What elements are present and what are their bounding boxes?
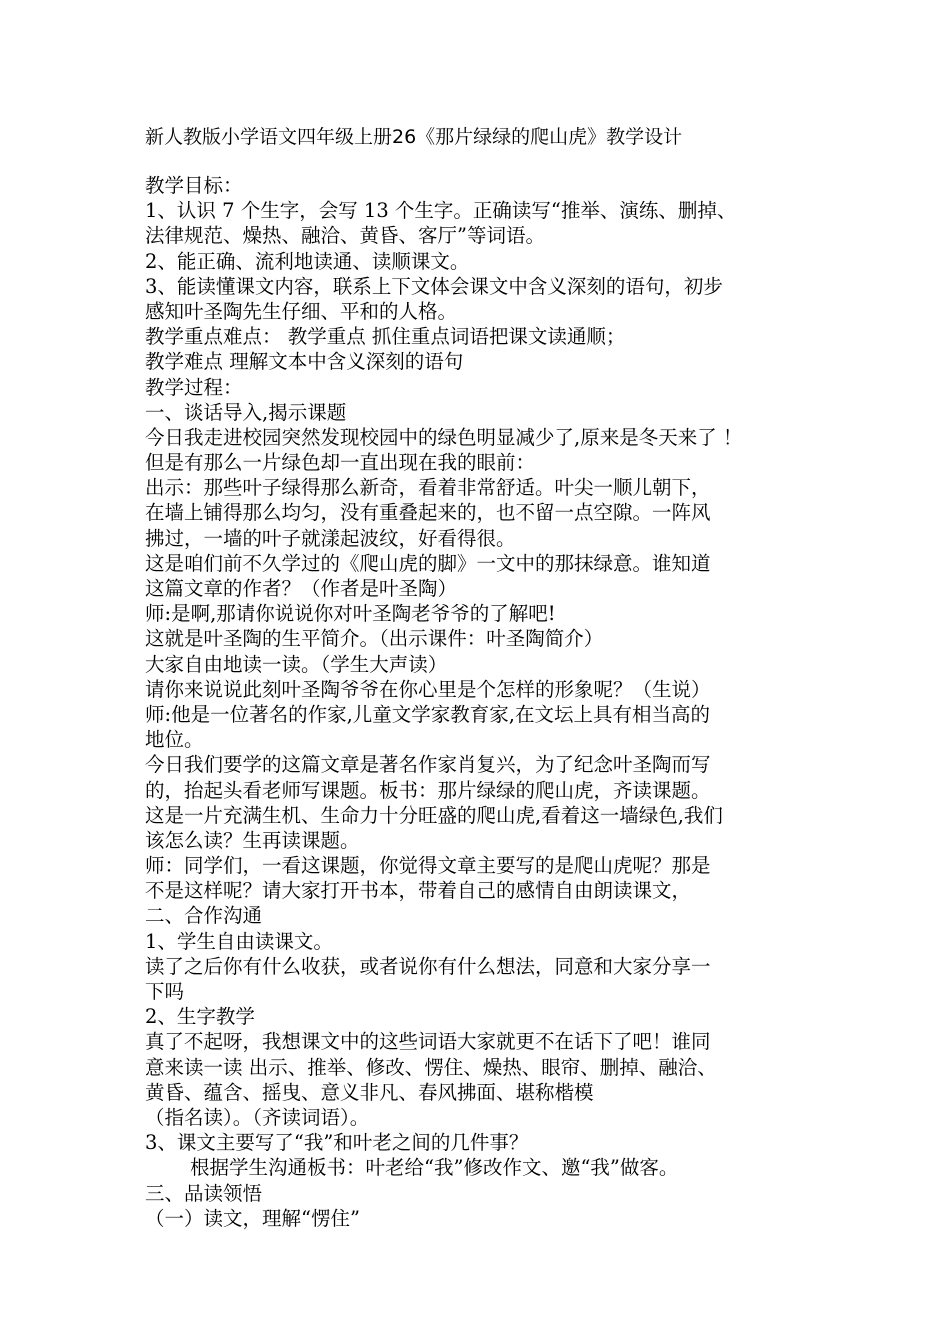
document-title: 新人教版小学语文四年级上册26《那片绿绿的爬山虎》教学设计	[145, 126, 683, 148]
text-line: 1、认识 7 个生字，会写 13 个生字。正确读写“推举、演练、删掉、	[145, 199, 737, 223]
text-line: 师:他是一位著名的作家,儿童文学家教育家,在文坛上具有相当高的	[145, 702, 710, 726]
text-line: 真了不起呀，我想课文中的这些词语大家就更不在话下了吧！谁同	[145, 1030, 711, 1054]
text-line: 3、课文主要写了“我”和叶老之间的几件事？	[145, 1131, 529, 1155]
text-line: 这篇文章的作者？（作者是叶圣陶）	[145, 577, 458, 600]
text-line: 这就是叶圣陶的生平简介。（出示课件：叶圣陶简介）	[145, 627, 604, 651]
text-line: 拂过，一墙的叶子就漾起波纹，好看得很。	[145, 526, 516, 550]
text-line: 教学难点 理解文本中含义深刻的语句	[145, 350, 464, 374]
text-line: 根据学生沟通板书：叶老给“我”修改作文、邀“我”做客。	[190, 1156, 679, 1180]
text-line: 教学目标：	[145, 174, 243, 197]
text-line: 出示：那些叶子绿得那么新奇，看着非常舒适。叶尖一顺儿朝下，	[145, 476, 711, 500]
text-line: （指名读）。（齐读词语）。	[145, 1105, 370, 1129]
text-line: 3、能读懂课文内容，联系上下文体会课文中含义深刻的语句，初步	[145, 274, 723, 298]
text-line: 读了之后你有什么收获，或者说你有什么想法，同意和大家分享一	[145, 954, 711, 978]
text-line: 该怎么读？生再读课题。	[145, 828, 360, 852]
text-line: 大家自由地读一读。（学生大声读）	[145, 652, 448, 676]
text-line: （一）读文，理解“愣住”	[145, 1206, 360, 1230]
text-line: 法律规范、燥热、融洽、黄昏、客厅”等词语。	[145, 224, 545, 248]
text-line: 请你来说说此刻叶圣陶爷爷在你心里是个怎样的形象呢？（生说）	[145, 677, 711, 701]
text-line: 但是有那么一片绿色却一直出现在我的眼前：	[145, 451, 536, 475]
text-line: 的，抬起头看老师写课题。板书：那片绿绿的爬山虎，齐读课题。	[145, 778, 711, 802]
text-line: 二、合作沟通	[145, 904, 263, 928]
text-line: 在墙上铺得那么均匀，没有重叠起来的，也不留一点空隙。一阵风	[145, 501, 711, 525]
text-line: 黄昏、蕴含、摇曳、意义非凡、春风拂面、堪称楷模	[145, 1080, 594, 1104]
text-line: 下吗	[145, 980, 185, 1003]
text-line: 三、品读领悟	[145, 1181, 263, 1205]
text-line: 2、生字教学	[145, 1005, 255, 1029]
text-line: 教学过程：	[145, 375, 243, 399]
text-line: 不是这样呢？请大家打开书本，带着自己的感情自由朗读课文，	[145, 879, 692, 903]
text-line: 师:是啊,那请你说说你对叶圣陶老爷爷的了解吧!	[145, 602, 556, 626]
text-line: 感知叶圣陶先生仔细、平和的人格。	[145, 299, 458, 323]
text-line: 这是一片充满生机、生命力十分旺盛的爬山虎,看着这一墙绿色,我们	[145, 803, 723, 827]
text-line: 这是咱们前不久学过的《爬山虎的脚》一文中的那抹绿意。谁知道	[145, 551, 711, 575]
text-line: 师：同学们，一看这课题，你觉得文章主要写的是爬山虎呢？那是	[145, 854, 711, 878]
text-line: 今日我走进校园突然发现校园中的绿色明显减少了,原来是冬天来了 ！	[145, 425, 743, 449]
text-line: 意来读一读 出示、推举、修改、愣住、燥热、眼帘、删掉、融洽、	[145, 1055, 717, 1079]
document-body	[145, 173, 825, 1231]
text-line: 2、能正确、流利地读通、读顺课文。	[145, 249, 470, 273]
text-line: 地位。	[145, 728, 204, 752]
text-line: 1、学生自由读课文。	[145, 929, 333, 953]
text-line: 一、谈话导入,揭示课题	[145, 400, 347, 424]
text-line: 教学重点难点： 教学重点 抓住重点词语把课文读通顺；	[145, 325, 626, 349]
text-line: 今日我们要学的这篇文章是著名作家肖复兴，为了纪念叶圣陶而写	[145, 753, 711, 777]
